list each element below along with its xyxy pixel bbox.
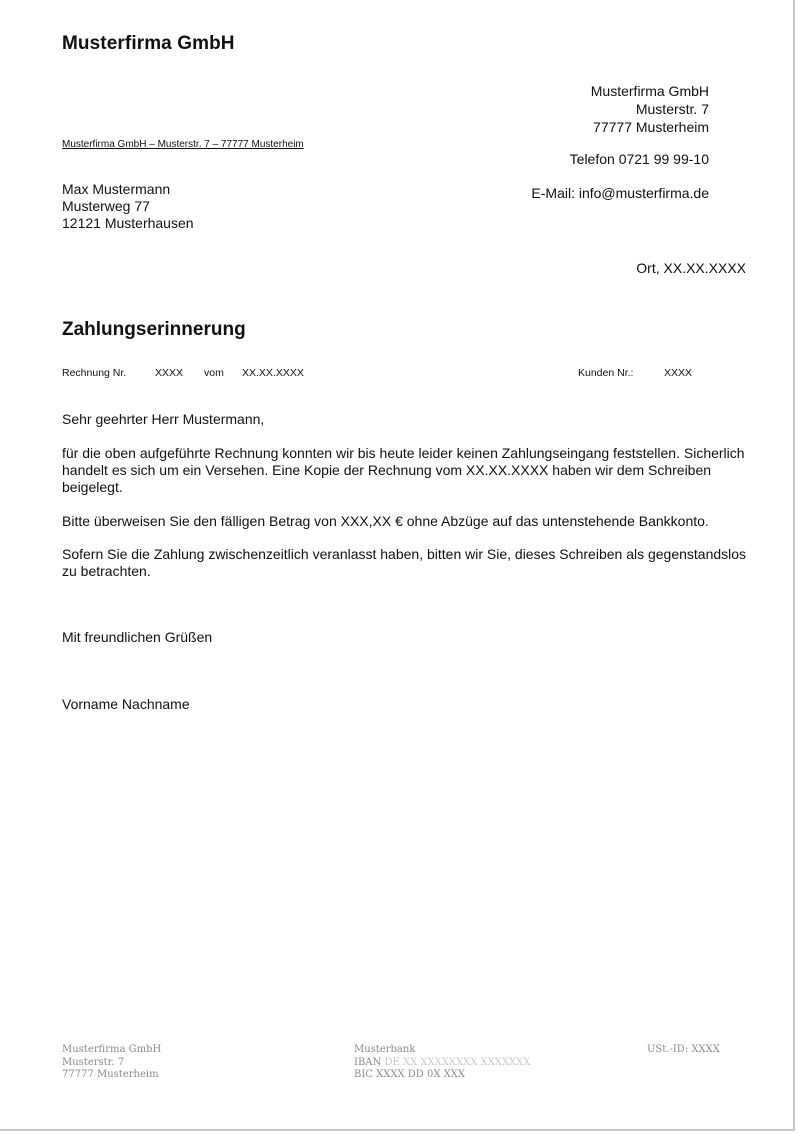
invoice-date-value: XX.XX.XXXX: [242, 367, 304, 379]
recipient-street: Musterweg 77: [62, 198, 150, 214]
footer-vat-id: USt.-ID: XXXX: [647, 1044, 720, 1055]
body-paragraph-3: Sofern Sie die Zahlung zwischenzeitlich veranlasst haben, bitten wir Sie, dieses Schreiben als gegenstandslos zu betrachten.: [62, 546, 747, 579]
footer-bic: BIC XXXX DD 0X XXX: [354, 1069, 466, 1080]
footer-company: [62, 1044, 161, 1082]
footer-company-city: 77777 Musterheim: [62, 1069, 159, 1080]
recipient-city: 12121 Musterhausen: [62, 215, 194, 231]
body-paragraph-2: Bitte überweisen Sie den fälligen Betrag von XXX,XX € ohne Abzüge auf das untenstehende Bankkonto.: [62, 513, 709, 529]
invoice-date-label: vom: [204, 367, 224, 379]
date-line: Ort, XX.XX.XXXX: [636, 260, 746, 276]
sender-city: 77777 Musterheim: [593, 119, 709, 135]
footer-company-street: Musterstr. 7: [62, 1056, 125, 1068]
footer-bank-name: Musterbank: [354, 1044, 416, 1055]
footer-bank: [354, 1044, 530, 1082]
footer-iban-label: IBAN: [354, 1056, 382, 1068]
subject-heading: Zahlungserinnerung: [62, 319, 246, 340]
company-title: Musterfirma GmbH: [62, 33, 235, 54]
customer-number-label: Kunden Nr.:: [578, 367, 634, 379]
customer-number-value: XXXX: [664, 367, 693, 379]
sender-address: [449, 82, 709, 136]
sender-phone: Telefon 0721 99 99-10: [569, 151, 709, 167]
sender-street: Musterstr. 7: [635, 101, 709, 117]
footer-iban-value: DE XX XXXXXXXX XXXXXXX: [384, 1056, 531, 1068]
sender-name: Musterfirma GmbH: [590, 83, 709, 99]
sender-email: E-Mail: info@musterfirma.de: [531, 185, 709, 201]
footer-company-name: Musterfirma GmbH: [62, 1044, 162, 1055]
body-paragraph-1: für die oben aufgeführte Rechnung konnten wir bis heute leider keinen Zahlungseingang feststellen. Sicherlich handelt es sich um ein Versehen. Eine Kopie der Rechnung vom XX.XX.XXXX haben wir dem Schreiben beigelegt.: [62, 445, 745, 495]
footer-iban: [354, 1057, 530, 1070]
closing: Mit freundlichen Grüßen: [62, 629, 213, 645]
recipient-address: [62, 181, 194, 232]
signature-name: Vorname Nachname: [62, 696, 190, 712]
recipient-name: Max Mustermann: [62, 181, 171, 197]
salutation: Sehr geehrter Herr Mustermann,: [62, 411, 265, 427]
invoice-number-value: XXXX: [155, 367, 184, 379]
return-address-line: Musterfirma GmbH – Musterstr. 7 – 77777 Musterheim: [62, 139, 304, 150]
invoice-number-label: Rechnung Nr.: [62, 367, 127, 379]
